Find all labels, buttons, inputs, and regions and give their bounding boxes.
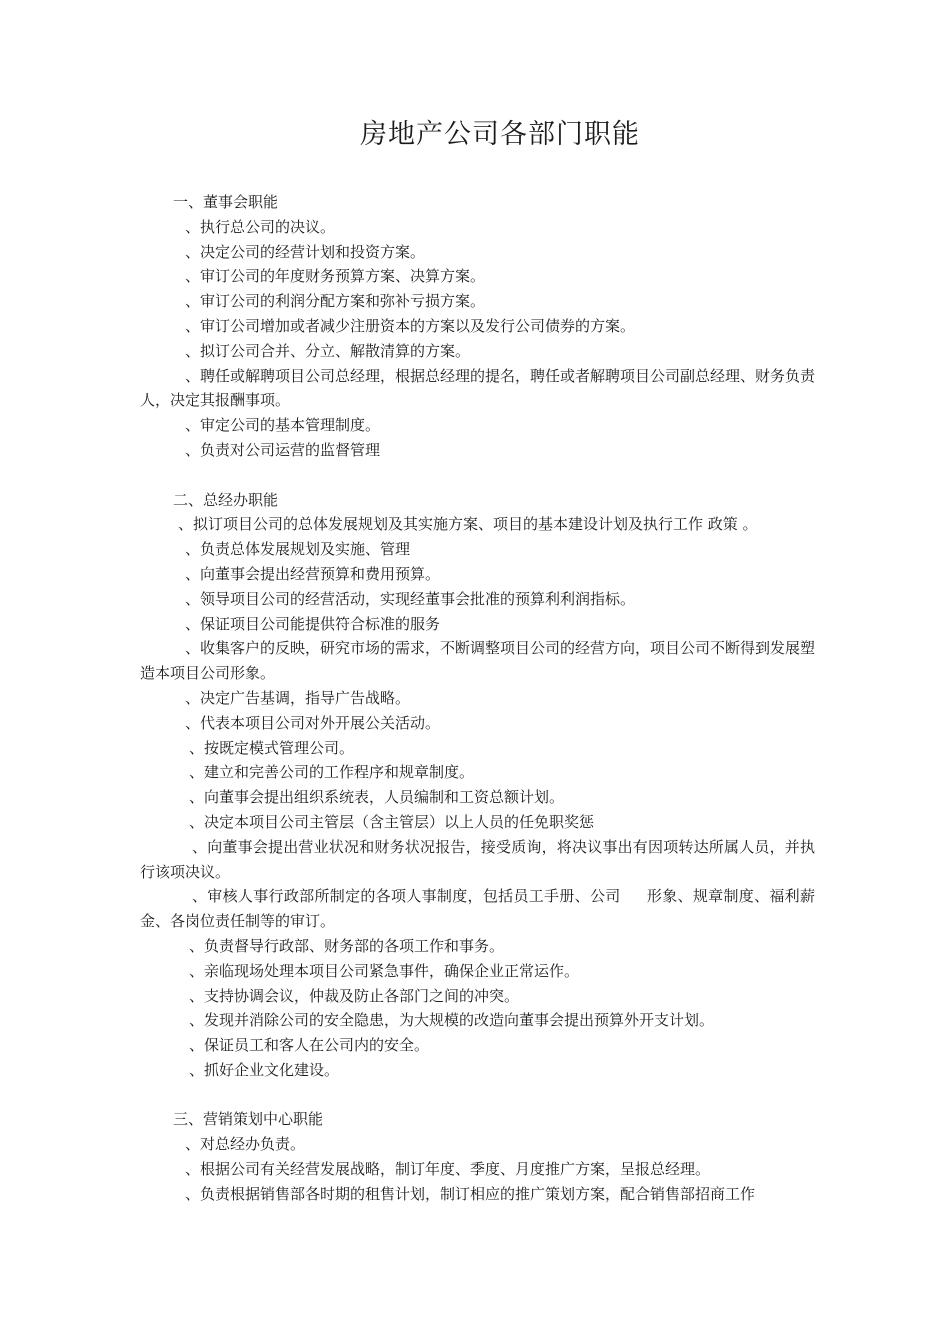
list-item: 、根据公司有关经营发展战略，制订年度、季度、月度推广方案，呈报总经理。: [185, 1160, 711, 1179]
list-item: 、负责对公司运营的监督管理: [185, 440, 381, 459]
list-item: 、向董事会提出营业状况和财务状况报告，接受质询，将决议事出有因项转达所属人员，并执行该项决议。: [140, 837, 815, 881]
list-item: 、审订公司的年度财务预算方案、决算方案。: [185, 267, 486, 286]
list-item: 、审订公司的利润分配方案和弥补亏损方案。: [185, 292, 486, 311]
list-item: 、审定公司的基本管理制度。: [185, 416, 381, 435]
list-item: 、代表本项目公司对外开展公关活动。: [185, 713, 441, 732]
list-item: 、对总经办负责。: [185, 1135, 306, 1154]
list-item: 、保证项目公司能提供符合标准的服务: [185, 614, 441, 633]
list-item: 、拟订公司合并、分立、解散清算的方案。: [185, 341, 471, 360]
list-item: 、建立和完善公司的工作程序和规章制度。: [189, 763, 475, 782]
list-item: 、领导项目公司的经营活动，实现经董事会批准的预算利利润指标。: [185, 589, 636, 608]
list-item: 、决定本项目公司主管层（含主管层）以上人员的任免职奖惩: [189, 812, 595, 831]
list-item: 、保证员工和客人在公司内的安全。: [189, 1036, 430, 1055]
list-item: 、向董事会提出经营预算和费用预算。: [185, 564, 441, 583]
list-item: [140, 884, 815, 934]
list-item: 、负责督导行政部、财务部的各项工作和事务。: [189, 936, 505, 955]
list-item: 、负责总体发展规划及实施、管理: [185, 540, 411, 559]
list-item: 、收集客户的反映，研究市场的需求，不断调整项目公司的经营方向，项目公司不断得到发展塑造本项目公司形象。: [140, 639, 816, 683]
list-item: 、发现并消除公司的安全隐患，为大规模的改造向董事会提出预算外开支计划。: [189, 1011, 715, 1030]
section-heading: 三、营销策划中心职能: [173, 1110, 324, 1129]
section-heading: 二、总经办职能: [173, 490, 279, 509]
list-item-part: 、审核人事行政部所制定的各项人事制度，包括员工手册、公司: [192, 887, 621, 906]
list-item: 、执行总公司的决议。: [185, 217, 336, 236]
document-body: [140, 190, 815, 1207]
list-item: 、抓好企业文化建设。: [189, 1060, 340, 1079]
list-item: 、亲临现场处理本项目公司紧急事件，确保企业正常运作。: [189, 961, 580, 980]
list-item: 、拟订项目公司的总体发展规划及其实施方案、项目的基本建设计划及执行工作 政策 。: [178, 515, 758, 534]
list-item-part: 形象、规章制度、福利薪金、各岗位责任制等的审订。: [140, 887, 815, 931]
list-item: 、支持协调会议，仲裁及防止各部门之间的冲突。: [189, 986, 520, 1005]
list-item: 、负责根据销售部各时期的租售计划，制订相应的推广策划方案，配合销售部招商工作: [185, 1184, 756, 1203]
list-item: 、按既定模式管理公司。: [189, 738, 355, 757]
list-item: 、决定公司的经营计划和投资方案。: [185, 242, 426, 261]
section-spacer: [140, 463, 815, 488]
list-item: 、决定广告基调，指导广告战略。: [185, 688, 411, 707]
section-spacer: [140, 1083, 815, 1108]
list-item: 、审订公司增加或者减少注册资本的方案以及发行公司债券的方案。: [185, 316, 636, 335]
document-title: 房地产公司各部门职能: [360, 119, 640, 150]
list-item: 、聘任或解聘项目公司总经理，根据总经理的提名，聘任或者解聘项目公司副总经理、财务负责人，决定其报酬事项。: [140, 366, 816, 410]
list-item: 、向董事会提出组织系统表，人员编制和工资总额计划。: [189, 788, 565, 807]
section-heading: 一、董事会职能: [173, 193, 279, 211]
